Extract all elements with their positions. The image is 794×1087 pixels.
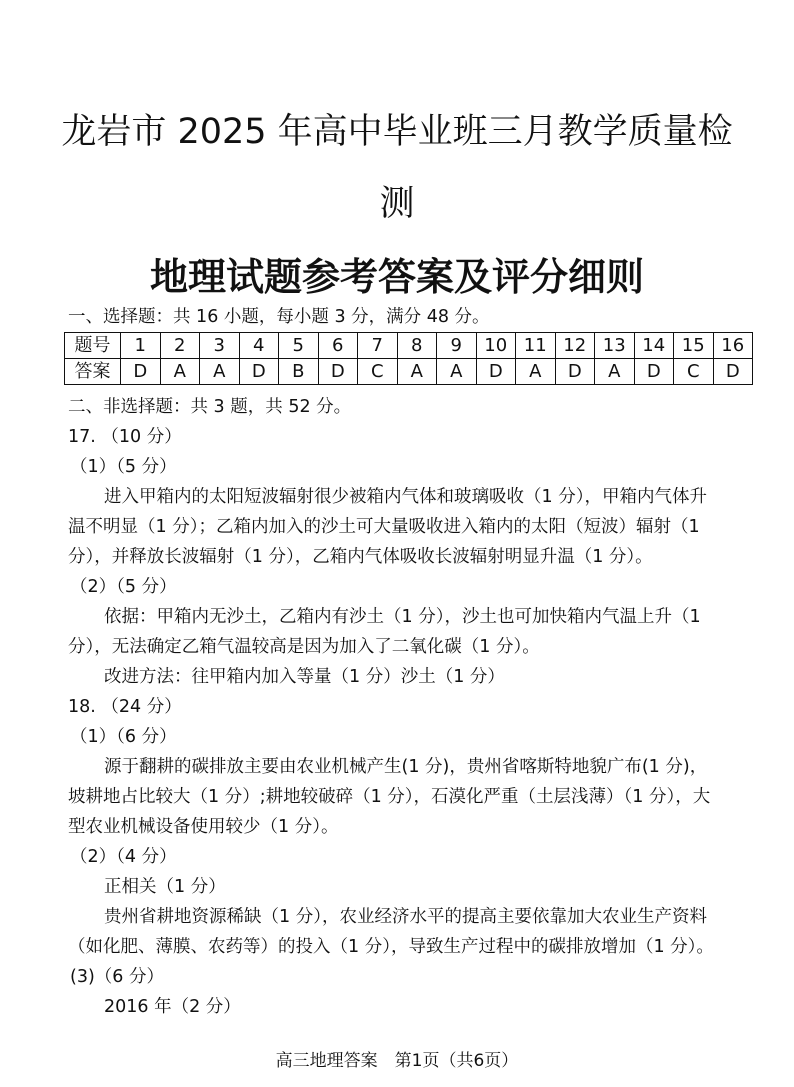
question-number-cell: 6: [318, 333, 358, 359]
section-2-heading: 二、非选择题：共 3 题，共 52 分。: [68, 397, 352, 417]
answer-cell: C: [358, 359, 398, 385]
text-line: 分），并释放长波辐射（1 分），乙箱内气体吸收长波辐射明显升温（1 分）。: [68, 547, 653, 567]
question-number-cell: 5: [279, 333, 319, 359]
question-number-cell: 2: [160, 333, 200, 359]
text-line: （2）（5 分）: [70, 577, 177, 597]
text-line: 贵州省耕地资源稀缺（1 分），农业经济水平的提高主要依靠加大农业生产资料: [104, 907, 707, 927]
question-number-cell: 7: [358, 333, 398, 359]
answer-row: [65, 359, 753, 385]
page-footer: 高三地理答案 第1页（共6页）: [275, 1051, 519, 1071]
answer-cell: A: [516, 359, 556, 385]
answer-cell: D: [555, 359, 595, 385]
question-number-cell: 13: [595, 333, 635, 359]
text-line: 改进方法：往甲箱内加入等量（1 分）沙土（1 分）: [104, 667, 505, 687]
answer-cell: D: [713, 359, 753, 385]
answer-cell: A: [437, 359, 477, 385]
row-header: 答案: [65, 359, 121, 385]
question-number-cell: 9: [437, 333, 477, 359]
section-1-heading: 一、选择题：共 16 小题，每小题 3 分，满分 48 分。: [68, 307, 490, 327]
text-line: （1）（5 分）: [70, 457, 177, 477]
text-line: （2）（4 分）: [70, 847, 177, 867]
text-line: 17. （10 分）: [68, 427, 182, 447]
title-line-1-continued: 测: [379, 184, 415, 224]
title-line-1: 龙岩市 2025 年高中毕业班三月教学质量检: [61, 112, 733, 152]
question-number-row: [65, 333, 753, 359]
text-line: 依据：甲箱内无沙土，乙箱内有沙土（1 分），沙土也可加快箱内气温上升（1: [104, 607, 701, 627]
answer-cell: B: [279, 359, 319, 385]
text-line: 源于翻耕的碳排放主要由农业机械产生(1 分)，贵州省喀斯特地貌广布(1 分)，: [104, 757, 708, 777]
text-line: 坡耕地占比较大（1 分）;耕地较破碎（1 分），石漠化严重（土层浅薄）（1 分），大: [68, 787, 711, 807]
text-line: 2016 年（2 分）: [104, 997, 241, 1017]
question-number-cell: 4: [239, 333, 279, 359]
question-number-cell: 1: [121, 333, 161, 359]
question-number-cell: 3: [200, 333, 240, 359]
answer-cell: A: [160, 359, 200, 385]
text-line: 进入甲箱内的太阳短波辐射很少被箱内气体和玻璃吸收（1 分），甲箱内气体升: [104, 487, 707, 507]
answer-table: [64, 332, 753, 385]
text-line: 型农业机械设备使用较少（1 分）。: [68, 817, 339, 837]
question-number-cell: 10: [476, 333, 516, 359]
answer-cell: A: [397, 359, 437, 385]
text-line: （如化肥、薄膜、农药等）的投入（1 分），导致生产过程中的碳排放增加（1 分）。: [68, 937, 714, 957]
question-number-cell: 14: [634, 333, 674, 359]
text-line: 18. （24 分）: [68, 697, 182, 717]
row-header: 题号: [65, 333, 121, 359]
text-line: 分），无法确定乙箱气温较高是因为加入了二氧化碳（1 分）。: [68, 637, 540, 657]
answer-cell: A: [595, 359, 635, 385]
question-number-cell: 11: [516, 333, 556, 359]
answer-cell: D: [318, 359, 358, 385]
question-number-cell: 15: [674, 333, 714, 359]
text-line: （1）（6 分）: [70, 727, 177, 747]
question-number-cell: 8: [397, 333, 437, 359]
answer-cell: D: [239, 359, 279, 385]
answer-cell: A: [200, 359, 240, 385]
answer-cell: C: [674, 359, 714, 385]
text-line: 正相关（1 分）: [104, 877, 226, 897]
text-line: 温不明显（1 分）；乙箱内加入的沙土可大量吸收进入箱内的太阳（短波）辐射（1: [68, 517, 700, 537]
text-line: (3)（6 分）: [70, 967, 164, 987]
question-number-cell: 12: [555, 333, 595, 359]
title-line-2: 地理试题参考答案及评分细则: [149, 255, 644, 299]
question-number-cell: 16: [713, 333, 753, 359]
answer-cell: D: [121, 359, 161, 385]
answer-cell: D: [476, 359, 516, 385]
answer-cell: D: [634, 359, 674, 385]
